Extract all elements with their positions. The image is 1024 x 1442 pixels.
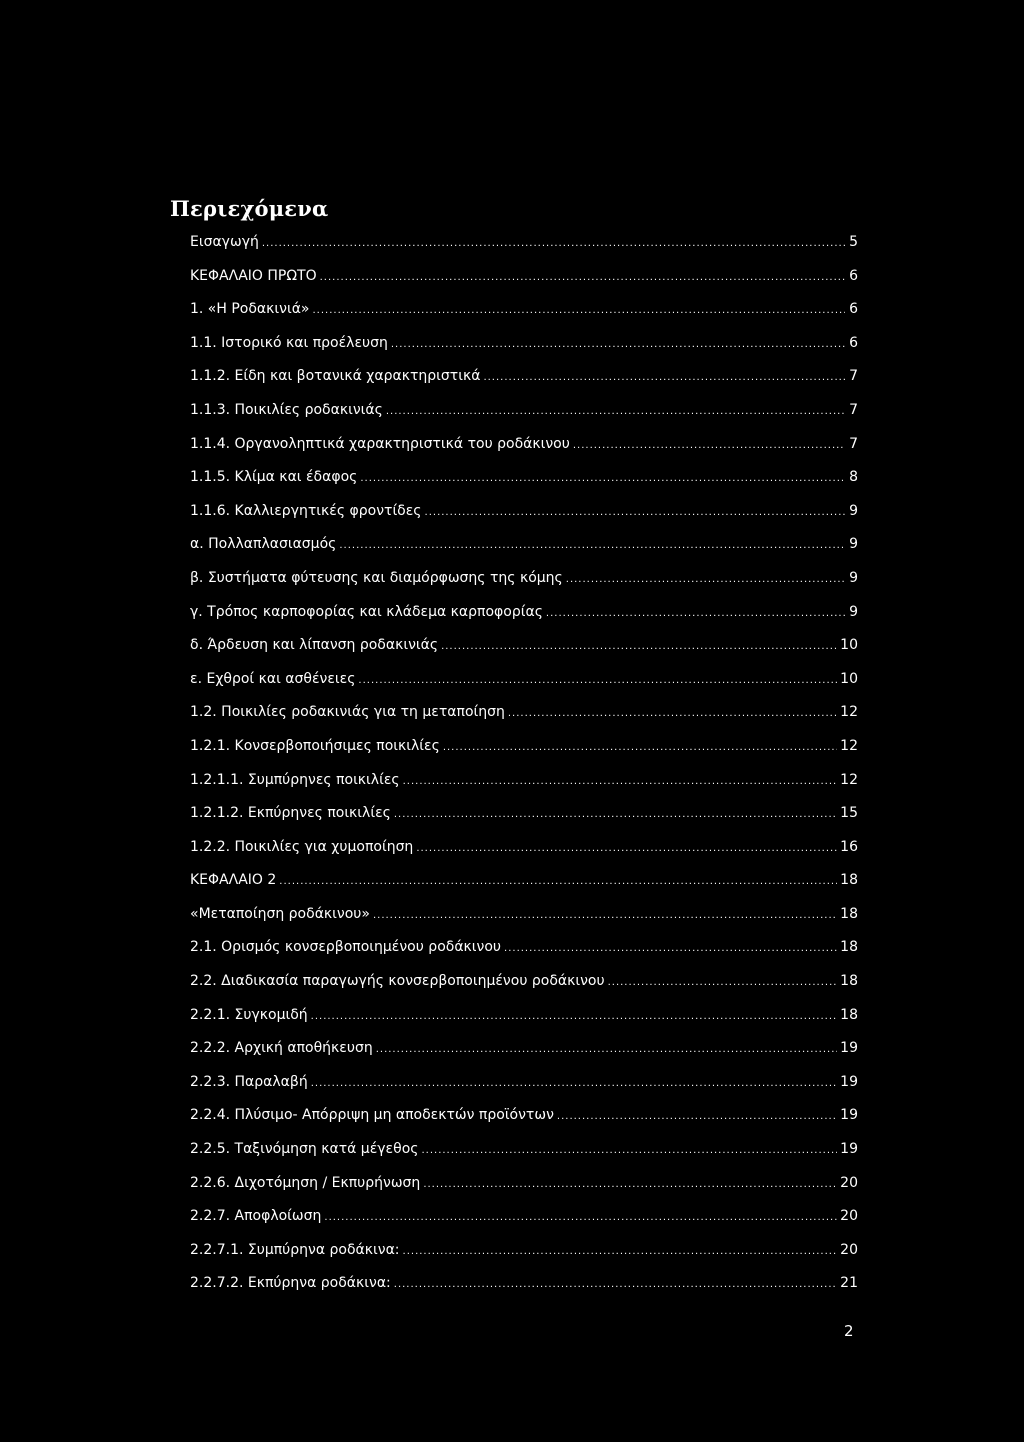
toc-entry[interactable] [190, 1099, 858, 1133]
toc-dot-leader [320, 261, 845, 295]
toc-entry-page: 20 [840, 1208, 858, 1225]
toc-list [190, 226, 858, 1301]
toc-entry-text: 2.2.6. Διχοτόμηση / Εκπυρήνωση [190, 1174, 421, 1191]
toc-entry[interactable] [190, 1167, 858, 1201]
toc-entry-page: 20 [840, 1241, 858, 1258]
toc-entry[interactable] [190, 360, 858, 394]
toc-entry-page: 15 [840, 805, 858, 822]
toc-entry[interactable] [190, 562, 858, 596]
toc-entry-text: 2.2. Διαδικασία παραγωγής κονσερβοποιημένου ροδάκινου [190, 973, 605, 990]
toc-dot-leader [394, 798, 837, 832]
toc-dot-leader [508, 697, 837, 731]
toc-entry[interactable] [190, 629, 858, 663]
toc-entry[interactable] [190, 394, 858, 428]
toc-entry[interactable] [190, 898, 858, 932]
toc-entry-page: 12 [840, 704, 858, 721]
toc-entry-page: 19 [840, 1073, 858, 1090]
toc-entry[interactable] [190, 1133, 858, 1167]
toc-entry[interactable] [190, 528, 858, 562]
toc-entry[interactable] [190, 797, 858, 831]
page-number: 2 [844, 1322, 854, 1340]
toc-dot-leader [386, 395, 845, 429]
toc-dot-leader [394, 1268, 837, 1302]
toc-dot-leader [403, 765, 838, 799]
toc-entry[interactable] [190, 260, 858, 294]
toc-entry-page: 18 [840, 905, 858, 922]
toc-entry[interactable] [190, 461, 858, 495]
toc-entry-page: 12 [840, 771, 858, 788]
toc-dot-leader [391, 328, 845, 362]
toc-entry-text: 2.2.1. Συγκομιδή [190, 1006, 308, 1023]
toc-entry-page: 21 [840, 1275, 858, 1292]
toc-entry-text: δ. Άρδευση και λίπανση ροδακινιάς [190, 637, 439, 654]
toc-entry-text: 1.1.2. Είδη και βοτανικά χαρακτηριστικά [190, 368, 481, 385]
toc-entry-page: 19 [840, 1040, 858, 1057]
toc-entry-text: 2.2.3. Παραλαβή [190, 1073, 308, 1090]
toc-entry-page: 10 [840, 637, 858, 654]
toc-entry[interactable] [190, 293, 858, 327]
toc-entry-page: 7 [849, 368, 858, 385]
toc-entry-text: 2.2.7.1. Συμπύρηνα ροδάκινα: [190, 1241, 400, 1258]
toc-entry[interactable] [190, 428, 858, 462]
toc-entry-text: 2.2.2. Αρχική αποθήκευση [190, 1040, 373, 1057]
toc-entry-page: 16 [840, 838, 858, 855]
toc-dot-leader [443, 731, 837, 765]
toc-entry-page: 10 [840, 670, 858, 687]
toc-entry-page: 9 [849, 569, 858, 586]
toc-entry-text: ΚΕΦΑΛΑΙΟ ΠΡΩΤΟ [190, 267, 317, 284]
toc-entry[interactable] [190, 965, 858, 999]
toc-dot-leader [608, 966, 838, 1000]
toc-entry-text: 1.1.3. Ποικιλίες ροδακινιάς [190, 401, 383, 418]
toc-dot-leader [373, 899, 837, 933]
toc-entry[interactable] [190, 1200, 858, 1234]
toc-heading: Περιεχόμενα [170, 196, 329, 221]
toc-entry[interactable] [190, 596, 858, 630]
toc-dot-leader [546, 597, 845, 631]
toc-entry-text: 1.2.2. Ποικιλίες για χυμοποίηση [190, 838, 414, 855]
toc-entry-text: β. Συστήματα φύτευσης και διαμόρφωσης της κόμης [190, 569, 563, 586]
toc-entry-page: 18 [840, 872, 858, 889]
toc-entry[interactable] [190, 327, 858, 361]
toc-entry-text: 1.2.1.2. Εκπύρηνες ποικιλίες [190, 805, 391, 822]
toc-entry[interactable] [190, 764, 858, 798]
toc-entry-page: 7 [849, 401, 858, 418]
toc-entry-text: 1.2.1.1. Συμπύρηνες ποικιλίες [190, 771, 400, 788]
toc-dot-leader [425, 496, 845, 530]
toc-dot-leader [504, 932, 837, 966]
toc-entry-text: «Μεταποίηση ροδάκινου» [190, 905, 370, 922]
toc-entry-text: 1. «Η Ροδακινιά» [190, 301, 310, 318]
toc-dot-leader [557, 1100, 837, 1134]
toc-dot-leader [339, 529, 845, 563]
toc-entry-page: 7 [849, 435, 858, 452]
toc-entry[interactable] [190, 663, 858, 697]
toc-dot-leader [403, 1235, 838, 1269]
toc-entry[interactable] [190, 696, 858, 730]
toc-entry[interactable] [190, 1234, 858, 1268]
toc-entry[interactable] [190, 864, 858, 898]
toc-entry[interactable] [190, 999, 858, 1033]
toc-entry-text: α. Πολλαπλασιασμός [190, 536, 337, 553]
toc-entry-page: 18 [840, 1006, 858, 1023]
toc-entry-page: 19 [840, 1107, 858, 1124]
toc-entry-text: Εισαγωγή [190, 234, 259, 250]
toc-entry-page: 12 [840, 737, 858, 754]
toc-entry-page: 18 [840, 973, 858, 990]
toc-entry-page: 9 [849, 502, 858, 519]
toc-entry-text: 2.2.4. Πλύσιμο- Απόρριψη μη αποδεκτών προϊόντων [190, 1107, 554, 1124]
toc-entry-text: 1.1.6. Καλλιεργητικές φροντίδες [190, 502, 422, 519]
toc-entry-text: 1.2.1. Κονσερβοποιήσιμες ποικιλίες [190, 737, 440, 754]
toc-dot-leader [313, 294, 846, 328]
toc-entry-page: 18 [840, 939, 858, 956]
toc-entry-text: 1.1. Ιστορικό και προέλευση [190, 334, 388, 351]
toc-entry-text: ε. Εχθροί και ασθένειες [190, 670, 356, 687]
toc-dot-leader [566, 563, 845, 597]
toc-entry-page: 6 [849, 334, 858, 351]
toc-entry-text: 1.1.5. Κλίμα και έδαφος [190, 469, 358, 486]
toc-entry-text: 1.2. Ποικιλίες ροδακινιάς για τη μεταποίηση [190, 704, 505, 721]
toc-entry-page: 6 [849, 301, 858, 318]
toc-entry[interactable] [190, 495, 858, 529]
toc-entry-page: 9 [849, 536, 858, 553]
toc-entry[interactable] [190, 931, 858, 965]
toc-dot-leader [441, 630, 837, 664]
toc-dot-leader [324, 1201, 837, 1235]
toc-entry-page: 20 [840, 1174, 858, 1191]
toc-entry-page: 9 [849, 603, 858, 620]
toc-entry[interactable] [190, 226, 858, 260]
toc-dot-leader [358, 664, 837, 698]
toc-entry-text: γ. Τρόπος καρποφορίας και κλάδεμα καρποφορίας [190, 603, 543, 620]
toc-dot-leader [311, 1067, 837, 1101]
toc-entry[interactable] [190, 1032, 858, 1066]
toc-entry-text: 2.1. Ορισμός κονσερβοποιημένου ροδάκινου [190, 939, 502, 956]
toc-entry[interactable] [190, 1267, 858, 1301]
toc-entry-text: 2.2.7.2. Εκπύρηνα ροδάκινα: [190, 1275, 391, 1292]
toc-dot-leader [262, 227, 845, 261]
toc-entry[interactable] [190, 1066, 858, 1100]
toc-dot-leader [573, 429, 845, 463]
toc-dot-leader [360, 462, 845, 496]
toc-entry-page: 19 [840, 1141, 858, 1158]
toc-dot-leader [423, 1168, 837, 1202]
toc-entry-page: 8 [849, 469, 858, 486]
toc-dot-leader [279, 865, 837, 899]
toc-dot-leader [421, 1134, 837, 1168]
toc-dot-leader [416, 832, 837, 866]
toc-entry-text: ΚΕΦΑΛΑΙΟ 2 [190, 872, 277, 889]
toc-entry-text: 1.1.4. Οργανοληπτικά χαρακτηριστικά του ροδάκινου [190, 435, 570, 452]
toc-entry-text: 2.2.7. Αποφλοίωση [190, 1208, 322, 1225]
toc-entry[interactable] [190, 730, 858, 764]
toc-entry-page: 5 [849, 234, 858, 250]
toc-dot-leader [376, 1033, 837, 1067]
toc-dot-leader [311, 1000, 838, 1034]
toc-dot-leader [483, 361, 845, 395]
toc-entry-page: 6 [849, 267, 858, 284]
toc-entry[interactable] [190, 831, 858, 865]
toc-entry-text: 2.2.5. Ταξινόμηση κατά μέγεθος [190, 1141, 419, 1158]
